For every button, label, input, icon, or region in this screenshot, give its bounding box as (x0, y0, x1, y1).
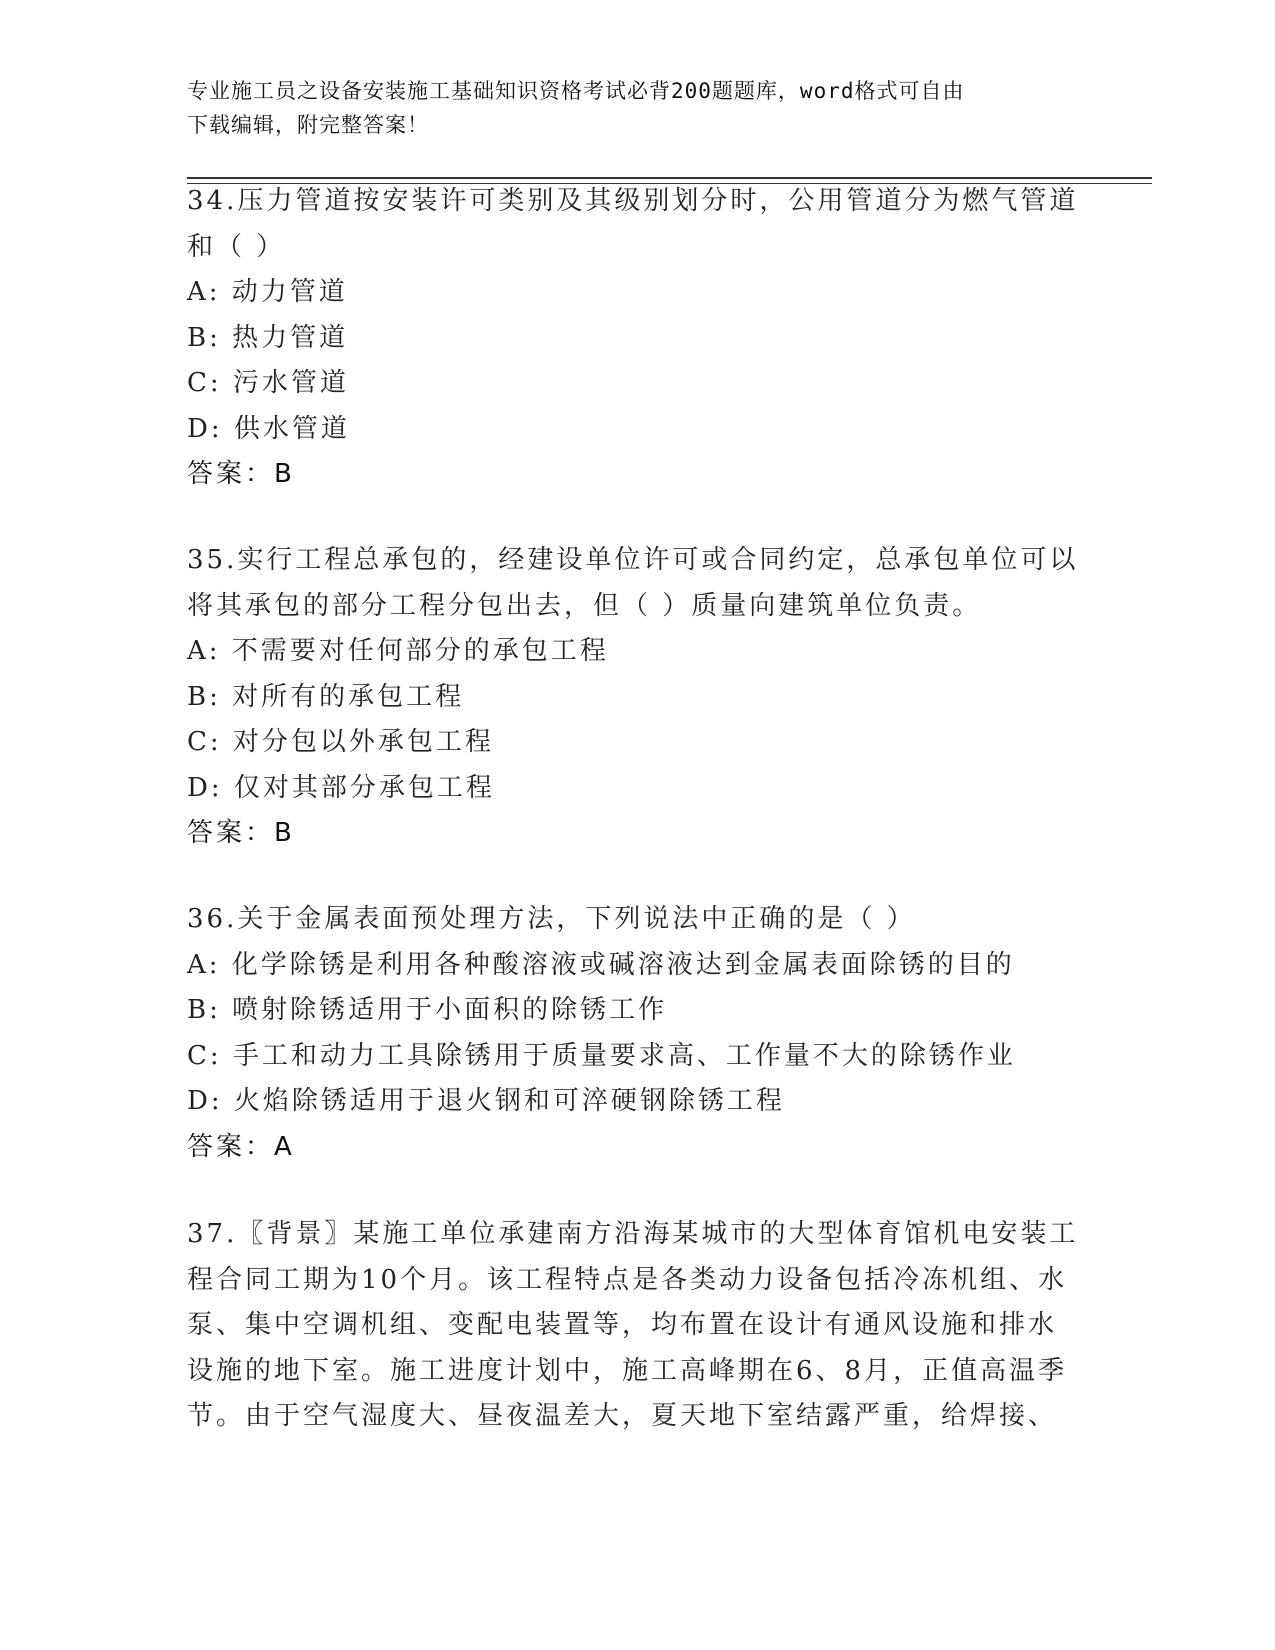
option-c: C: 手工和动力工具除锈用于质量要求高、工作量不大的除锈作业 (187, 1040, 1016, 1071)
answer: 答案：A (187, 1131, 295, 1162)
header-line-2: 下载编辑，附完整答案！ (187, 113, 429, 137)
option-c: C: 对分包以外承包工程 (187, 727, 494, 757)
option-b: B: 热力管道 (187, 322, 349, 353)
answer: 答案：B (187, 818, 295, 848)
question-text-line: 37.〖背景〗某施工单位承建南方沿海某城市的大型体育馆机电安装工 (187, 1219, 1079, 1249)
document-header (187, 74, 1067, 142)
question-text-line: 泵、集中空调机组、变配电装置等，均布置在设计有通风设施和排水 (187, 1310, 1058, 1340)
question-35 (187, 538, 1087, 857)
option-c: C: 污水管道 (187, 368, 349, 398)
option-b: B: 对所有的承包工程 (187, 681, 465, 712)
option-d: D: 供水管道 (187, 413, 350, 444)
option-a: A: 动力管道 (187, 277, 348, 307)
question-text-line: 程合同工期为10个月。该工程特点是各类动力设备包括冷冻机组、水 (187, 1264, 1068, 1295)
question-text-line: 节。由于空气湿度大、昼夜温差大，夏天地下室结露严重，给焊接、 (187, 1401, 1058, 1431)
option-a: A: 化学除锈是利用各种酸溶液或碱溶液达到金属表面除锈的目的 (187, 949, 1015, 980)
question-text-line: 和（ ） (187, 231, 286, 262)
option-a: A: 不需要对任何部分的承包工程 (187, 636, 609, 666)
question-text-line: 将其承包的部分工程分包出去，但（ ）质量向建筑单位负责。 (187, 590, 982, 621)
question-text-line: 设施的地下室。施工进度计划中，施工高峰期在6、8月，正值高温季 (187, 1355, 1068, 1386)
question-text-line: 35.实行工程总承包的，经建设单位许可或合同约定，总承包单位可以 (187, 545, 1079, 575)
option-b: B: 喷射除锈适用于小面积的除锈工作 (187, 995, 668, 1025)
question-text-line: 36.关于金属表面预处理方法，下列说法中正确的是（ ） (187, 904, 916, 934)
question-36 (187, 897, 1087, 1170)
question-34 (187, 179, 1087, 498)
answer: 答案：B (187, 459, 295, 489)
header-line-1: 专业施工员之设备安装施工基础知识资格考试必背200题题库，word格式可自由 (187, 79, 965, 103)
option-d: D: 仅对其部分承包工程 (187, 772, 495, 803)
option-d: D: 火焰除锈适用于退火钢和可淬硬钢除锈工程 (187, 1086, 785, 1116)
question-text-line: 34.压力管道按安装许可类别及其级别划分时，公用管道分为燃气管道 (187, 186, 1079, 216)
question-37 (187, 1212, 1087, 1440)
